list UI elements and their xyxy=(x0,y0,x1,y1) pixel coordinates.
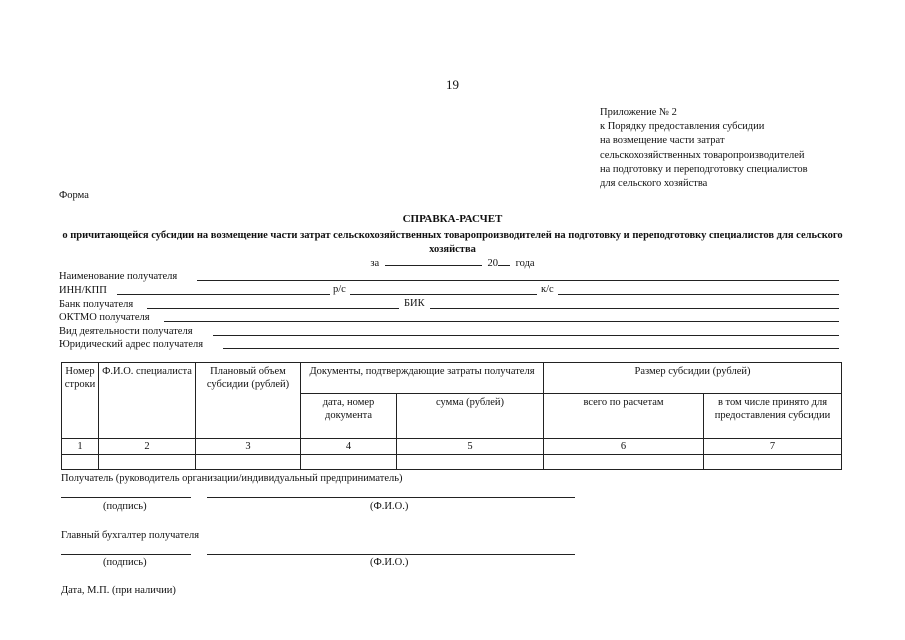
recipient-name-label: Наименование получателя xyxy=(59,271,178,282)
document-subtitle: о причитающейся субсидии на возмещение части затрат сельскохозяйственных товаропроизводителей на подготовку и переподготовку специалистов для сельского хозяйства xyxy=(62,230,843,255)
header-plan: Плановый объем субсидии (рублей) xyxy=(196,363,301,439)
period-suffix: года xyxy=(515,258,535,269)
accountant-sign-caption: (подпись) xyxy=(103,557,147,568)
header-documents: Документы, подтверждающие затраты получателя xyxy=(301,363,544,394)
activity-row xyxy=(59,325,193,338)
address-input[interactable] xyxy=(223,338,839,349)
header-subsidy-size: Размер субсидии (рублей) xyxy=(544,363,842,394)
rs-input[interactable] xyxy=(350,284,537,295)
form-label: Форма xyxy=(59,190,89,201)
oktmo-input[interactable] xyxy=(164,311,839,322)
period-year-blank[interactable] xyxy=(498,256,510,266)
table-header-row xyxy=(62,363,842,394)
date-stamp-label: Дата, М.П. (при наличии) xyxy=(61,585,176,596)
recipient-name-input[interactable] xyxy=(197,270,839,281)
period-year: 20 xyxy=(487,258,498,269)
table-cell[interactable] xyxy=(397,455,544,470)
header-total: всего по расчетам xyxy=(544,394,704,439)
table-cell[interactable] xyxy=(62,455,99,470)
rs-label: р/с xyxy=(333,284,346,295)
subsidy-table xyxy=(61,362,842,470)
header-fio: Ф.И.О. специалиста xyxy=(99,363,196,439)
accountant-signature-label: Главный бухгалтер получателя xyxy=(61,530,200,541)
header-doc-date: дата, номер документа xyxy=(301,394,397,439)
header-doc-sum: сумма (рублей) xyxy=(397,394,544,439)
table-cell[interactable] xyxy=(544,455,704,470)
document-title: СПРАВКА-РАСЧЕТ xyxy=(402,213,503,225)
recipient-fio-caption: (Ф.И.О.) xyxy=(370,501,409,512)
table-cell[interactable] xyxy=(99,455,196,470)
appendix-line: Приложение № 2 xyxy=(600,107,677,118)
header-accepted: в том числе принято для предоставления субсидии xyxy=(704,394,842,439)
table-column-numbers xyxy=(62,439,842,455)
bik-input[interactable] xyxy=(430,298,839,309)
recipient-sign-line[interactable] xyxy=(61,496,191,498)
appendix-block xyxy=(600,106,808,191)
ks-label: к/с xyxy=(541,284,554,295)
address-label: Юридический адрес получателя xyxy=(59,339,204,350)
period-blank[interactable] xyxy=(385,256,482,266)
recipient-sign-caption: (подпись) xyxy=(103,501,147,512)
column-number: 5 xyxy=(397,439,544,455)
accountant-fio-line[interactable] xyxy=(207,553,575,555)
table-cell[interactable] xyxy=(301,455,397,470)
appendix-line: для сельского хозяйства xyxy=(600,178,708,190)
activity-label: Вид деятельности получателя xyxy=(59,326,193,337)
appendix-line: сельскохозяйственных товаропроизводителей xyxy=(600,149,805,161)
oktmo-row xyxy=(59,311,150,324)
appendix-line: к Порядку предоставления субсидии xyxy=(600,121,765,133)
period-prefix: за xyxy=(370,258,380,269)
inn-kpp-input[interactable] xyxy=(117,284,330,295)
ks-input[interactable] xyxy=(558,284,839,295)
table-cell[interactable] xyxy=(196,455,301,470)
appendix-line: на подготовку и переподготовку специалистов xyxy=(600,163,808,175)
inn-kpp-label: ИНН/КПП xyxy=(59,285,107,296)
table-cell[interactable] xyxy=(704,455,842,470)
bik-label: БИК xyxy=(404,298,425,309)
bank-label: Банк получателя xyxy=(59,299,134,310)
header-row-number: Номер строки xyxy=(62,363,99,439)
accountant-sign-line[interactable] xyxy=(61,553,191,555)
column-number: 2 xyxy=(99,439,196,455)
inn-kpp-row xyxy=(59,284,107,297)
page-number: 19 xyxy=(446,77,459,92)
accountant-fio-caption: (Ф.И.О.) xyxy=(370,557,409,568)
period-line xyxy=(0,256,905,269)
recipient-fio-line[interactable] xyxy=(207,496,575,498)
bank-row xyxy=(59,298,133,311)
column-number: 6 xyxy=(544,439,704,455)
table-row xyxy=(62,455,842,470)
recipient-name-row xyxy=(59,270,177,283)
appendix-line: на возмещение части затрат xyxy=(600,135,725,147)
address-row xyxy=(59,338,203,351)
activity-input[interactable] xyxy=(213,325,839,336)
column-number: 1 xyxy=(62,439,99,455)
bank-input[interactable] xyxy=(147,298,399,309)
recipient-signature-label: Получатель (руководитель организации/индивидуальный предприниматель) xyxy=(61,473,403,484)
column-number: 7 xyxy=(704,439,842,455)
oktmo-label: ОКТМО получателя xyxy=(59,312,150,323)
column-number: 3 xyxy=(196,439,301,455)
column-number: 4 xyxy=(301,439,397,455)
